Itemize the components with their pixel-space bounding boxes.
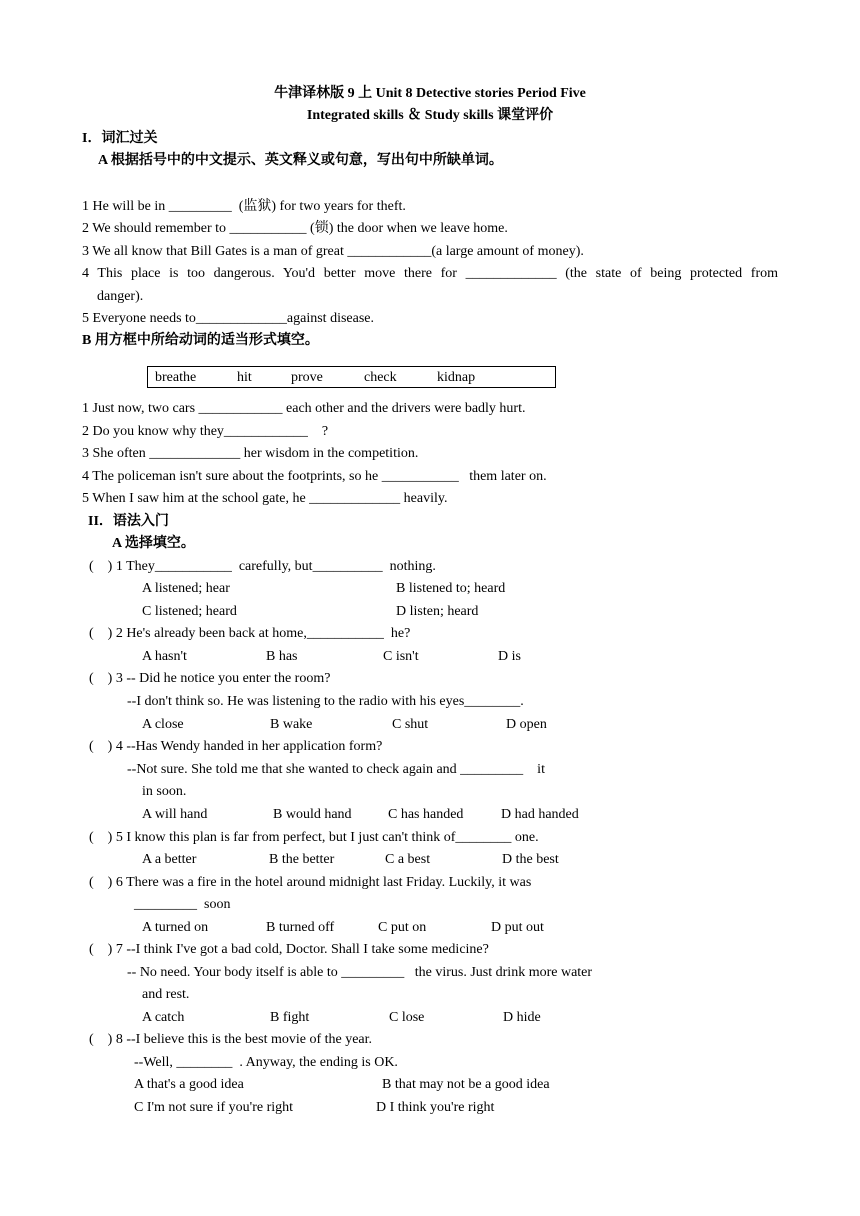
question-stem: ( ) 4 --Has Wendy handed in her application form? [89, 739, 383, 754]
word-box-item: kidnap [437, 370, 476, 385]
option: D I think you're right [376, 1100, 495, 1115]
word-box-item: prove [291, 370, 323, 385]
option: A catch [142, 1010, 185, 1025]
question-stem-continuation: and rest. [142, 987, 190, 1002]
option: B turned off [266, 920, 335, 935]
vocab-item: 2 We should remember to ___________ (锁) the door when we leave home. [82, 221, 508, 236]
vocab-item: 4 This place is too dangerous. You'd better move there for _____________ (the state of being protected from [82, 266, 778, 281]
option: B the better [269, 852, 335, 867]
option: C has handed [388, 807, 464, 822]
question-stem: ( ) 5 I know this plan is far from perfect, but I just can't think of________ one. [89, 830, 539, 845]
question-stem-continuation: _________ soon [134, 897, 231, 912]
word-box-item: hit [237, 370, 252, 385]
part-instruction: B 用方框中所给动词的适当形式填空。 [82, 333, 319, 348]
option: D had handed [501, 807, 579, 822]
option: C isn't [383, 649, 419, 664]
question-stem: ( ) 6 There was a fire in the hotel around midnight last Friday. Luckily, it was [89, 875, 532, 890]
part-instruction: A 选择填空。 [112, 536, 195, 551]
word-box-item: breathe [155, 370, 197, 385]
option: B would hand [273, 807, 352, 822]
option: A listened; hear [142, 581, 230, 596]
vocab-item: 1 He will be in _________ (监狱) for two years for theft. [82, 199, 406, 214]
verb-item: 5 When I saw him at the school gate, he _____________ heavily. [82, 491, 448, 506]
question-stem: ( ) 1 They___________ carefully, but__________ nothing. [89, 559, 436, 574]
question-stem-continuation: in soon. [142, 784, 187, 799]
option: D open [506, 717, 547, 732]
verb-item: 1 Just now, two cars ____________ each other and the drivers were badly hurt. [82, 401, 526, 416]
option: C I'm not sure if you're right [134, 1100, 294, 1115]
section-heading: I．词汇过关 [82, 131, 158, 146]
option: D is [498, 649, 521, 664]
vocab-item-continuation: danger). [97, 289, 144, 304]
option: A that's a good idea [134, 1077, 244, 1092]
option: B wake [270, 717, 313, 732]
option: D listen; heard [396, 604, 479, 619]
option: B has [266, 649, 298, 664]
option: A close [142, 717, 184, 732]
verb-item: 3 She often _____________ her wisdom in the competition. [82, 446, 419, 461]
option: B fight [270, 1010, 310, 1025]
question-stem: ( ) 8 --I believe this is the best movie of the year. [89, 1032, 373, 1047]
option: C lose [389, 1010, 425, 1025]
vocab-item: 5 Everyone needs to_____________against disease. [82, 311, 374, 326]
option: C shut [392, 717, 429, 732]
option: A turned on [142, 920, 209, 935]
question-stem-continuation: --Not sure. She told me that she wanted to check again and _________ it [127, 762, 545, 777]
option: D put out [491, 920, 544, 935]
option: C a best [385, 852, 431, 867]
option: C put on [378, 920, 427, 935]
option: A a better [142, 852, 197, 867]
verb-item: 2 Do you know why they____________ ? [82, 424, 329, 439]
word-box [147, 366, 556, 388]
part-instruction: A 根据括号中的中文提示、英文释义或句意，写出句中所缺单词。 [98, 153, 503, 168]
option: B that may not be a good idea [382, 1077, 550, 1092]
question-stem: ( ) 2 He's already been back at home,___________ he? [89, 626, 411, 641]
verb-item: 4 The policeman isn't sure about the footprints, so he ___________ them later on. [82, 469, 547, 484]
question-stem-continuation: -- No need. Your body itself is able to _________ the virus. Just drink more water [127, 965, 593, 980]
page-subtitle: Integrated skills ＆ Study skills 课堂评价 [306, 108, 554, 123]
question-stem-continuation: --I don't think so. He was listening to the radio with his eyes________. [127, 694, 524, 709]
question-stem: ( ) 3 -- Did he notice you enter the room? [89, 671, 331, 686]
option: C listened; heard [142, 604, 237, 619]
page-title: 牛津译林版 9 上 Unit 8 Detective stories Period Five [274, 86, 586, 101]
option: B listened to; heard [396, 581, 506, 596]
section-heading: II．语法入门 [88, 514, 169, 529]
question-stem: ( ) 7 --I think I've got a bad cold, Doctor. Shall I take some medicine? [89, 942, 489, 957]
option: D the best [502, 852, 559, 867]
option: A will hand [142, 807, 208, 822]
question-stem-continuation: --Well, ________ . Anyway, the ending is OK. [134, 1055, 398, 1070]
word-box-item: check [364, 370, 397, 385]
option: D hide [503, 1010, 541, 1025]
vocab-item: 3 We all know that Bill Gates is a man of great ____________(a large amount of money). [82, 244, 584, 259]
option: A hasn't [142, 649, 187, 664]
